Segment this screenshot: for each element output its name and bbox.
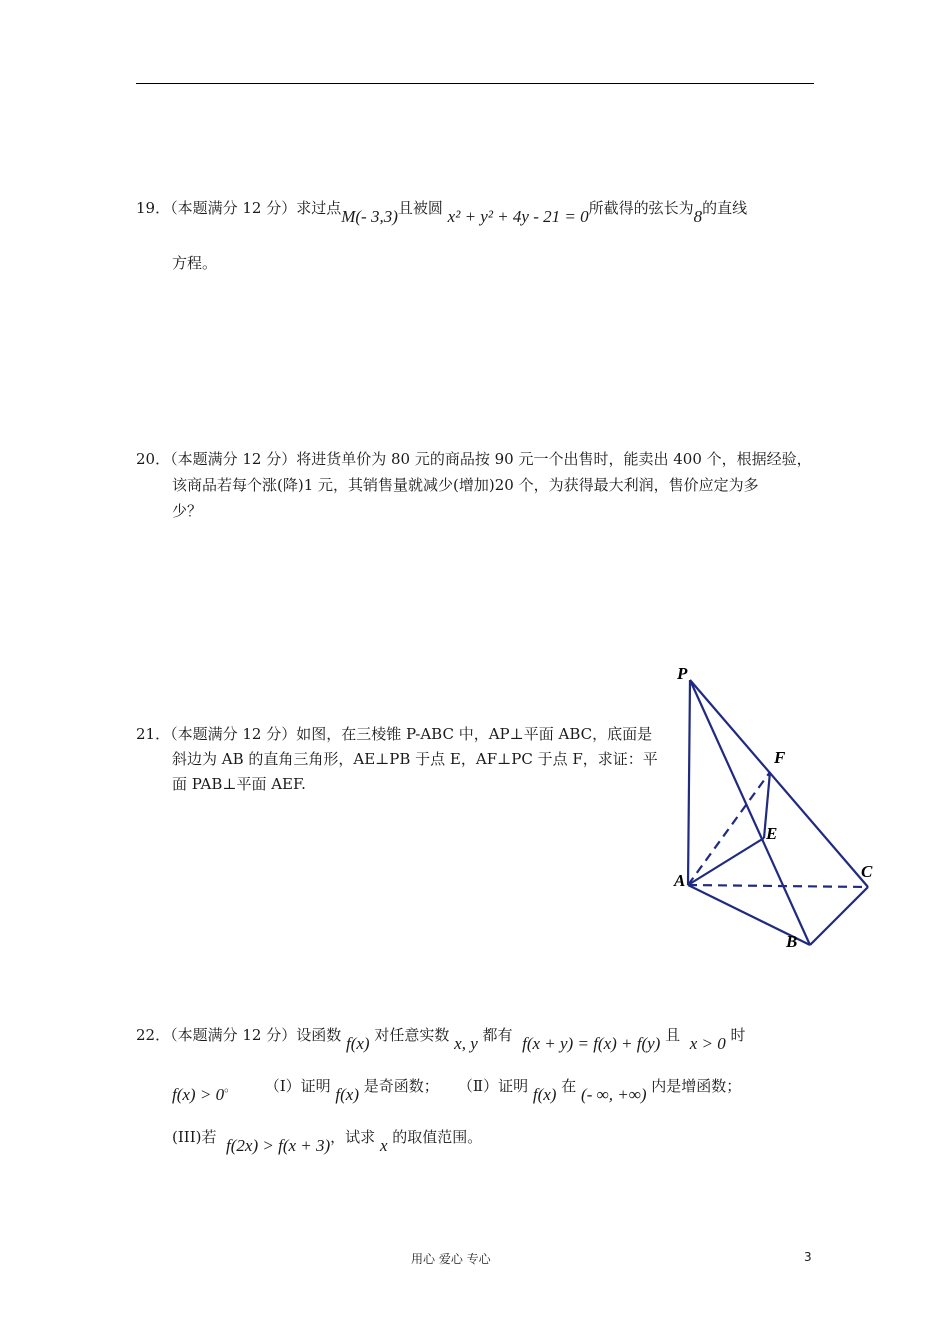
q19-point: M(- 3,3)	[341, 207, 398, 226]
q20-line2: 该商品若每个涨(降)1 元，其销售量就减少(增加)20 个，为获得最大利润，售价应定为多	[172, 476, 759, 494]
q22-part1: （Ⅰ）证明	[264, 1077, 331, 1095]
q22-line3	[172, 1128, 483, 1156]
label-P: P	[677, 664, 688, 683]
header-rule	[136, 83, 814, 84]
q22-line2	[172, 1077, 742, 1105]
q22-positive: f(x) > 0	[172, 1085, 225, 1104]
q19-suffix: 的直线	[702, 199, 748, 217]
label-E: E	[766, 824, 778, 843]
q21-line1: 21．（本题满分 12 分）如图，在三棱锥 P-ABC 中，AP⊥平面 ABC，底面是	[136, 725, 653, 743]
q19-mid2: 所截得的弦长为	[588, 199, 694, 217]
q22-t2: 都有	[482, 1026, 513, 1044]
label-B: B	[786, 932, 798, 951]
label-F: F	[774, 748, 786, 767]
label-C: C	[861, 862, 873, 881]
q22-increasing: 内是增函数；	[651, 1077, 742, 1095]
q22-x: x	[379, 1136, 388, 1155]
q21-line3: 面 PAB⊥平面 AEF.	[172, 775, 306, 793]
page-number: 3	[804, 1250, 812, 1264]
q22-inequality: f(2x) > f(x + 3)	[226, 1136, 331, 1155]
q19-line2: 方程。	[172, 254, 218, 272]
edge-BC	[810, 887, 868, 945]
q19-circle-equation: x² + y² + 4y - 21 = 0	[447, 207, 589, 226]
segment-AE	[688, 838, 764, 885]
q21-line2: 斜边为 AB 的直角三角形，AE⊥PB 于点 E，AF⊥PC 于点 F，求证：平	[172, 750, 658, 768]
q20-line1: 20．（本题满分 12 分）将进货单价为 80 元的商品按 90 元一个出售时，能卖出 400 个，根据经验，	[136, 450, 812, 468]
q22-fx3: f(x)	[532, 1085, 557, 1104]
q22-range: 的取值范围。	[392, 1128, 483, 1146]
q22-odd: 是奇函数；	[363, 1077, 439, 1095]
q22-line1	[136, 1026, 746, 1054]
q20-line3: 少？	[172, 502, 203, 520]
q22-equation: f(x + y) = f(x) + f(y)	[522, 1034, 661, 1053]
q19-line1	[136, 199, 748, 227]
q22-interval: (- ∞, +∞)	[581, 1085, 647, 1104]
q22-in: 在	[561, 1077, 577, 1095]
footer-motto: 用心 爱心 专心	[411, 1252, 491, 1266]
tetrahedron-figure	[660, 655, 890, 965]
q22-part3: (III)若	[172, 1128, 217, 1146]
q22-period: 。	[224, 1080, 237, 1094]
edge-PA	[688, 680, 690, 885]
q22-t1: 对任意实数	[374, 1026, 450, 1044]
q22-fx2: f(x)	[335, 1085, 359, 1104]
edge-PB	[690, 680, 810, 945]
q22-fx: f(x)	[346, 1034, 370, 1053]
q22-prefix: 22．（本题满分 12 分）设函数	[136, 1026, 342, 1044]
label-A: A	[674, 871, 686, 890]
edge-AC-hidden	[688, 885, 868, 887]
q22-condition: x > 0	[689, 1034, 726, 1053]
q19-mid: 且被圆	[397, 199, 443, 217]
q22-t4: 时	[730, 1026, 746, 1044]
edge-PC	[690, 680, 868, 887]
q22-t3: 且	[665, 1026, 681, 1044]
q19-length: 8	[693, 207, 703, 226]
q22-xy: x, y	[454, 1034, 478, 1053]
q22-ask: ，试求	[330, 1128, 376, 1146]
q22-part2: （Ⅱ）证明	[457, 1077, 529, 1095]
q19-prefix: 19．（本题满分 12 分）求过点	[136, 199, 342, 217]
